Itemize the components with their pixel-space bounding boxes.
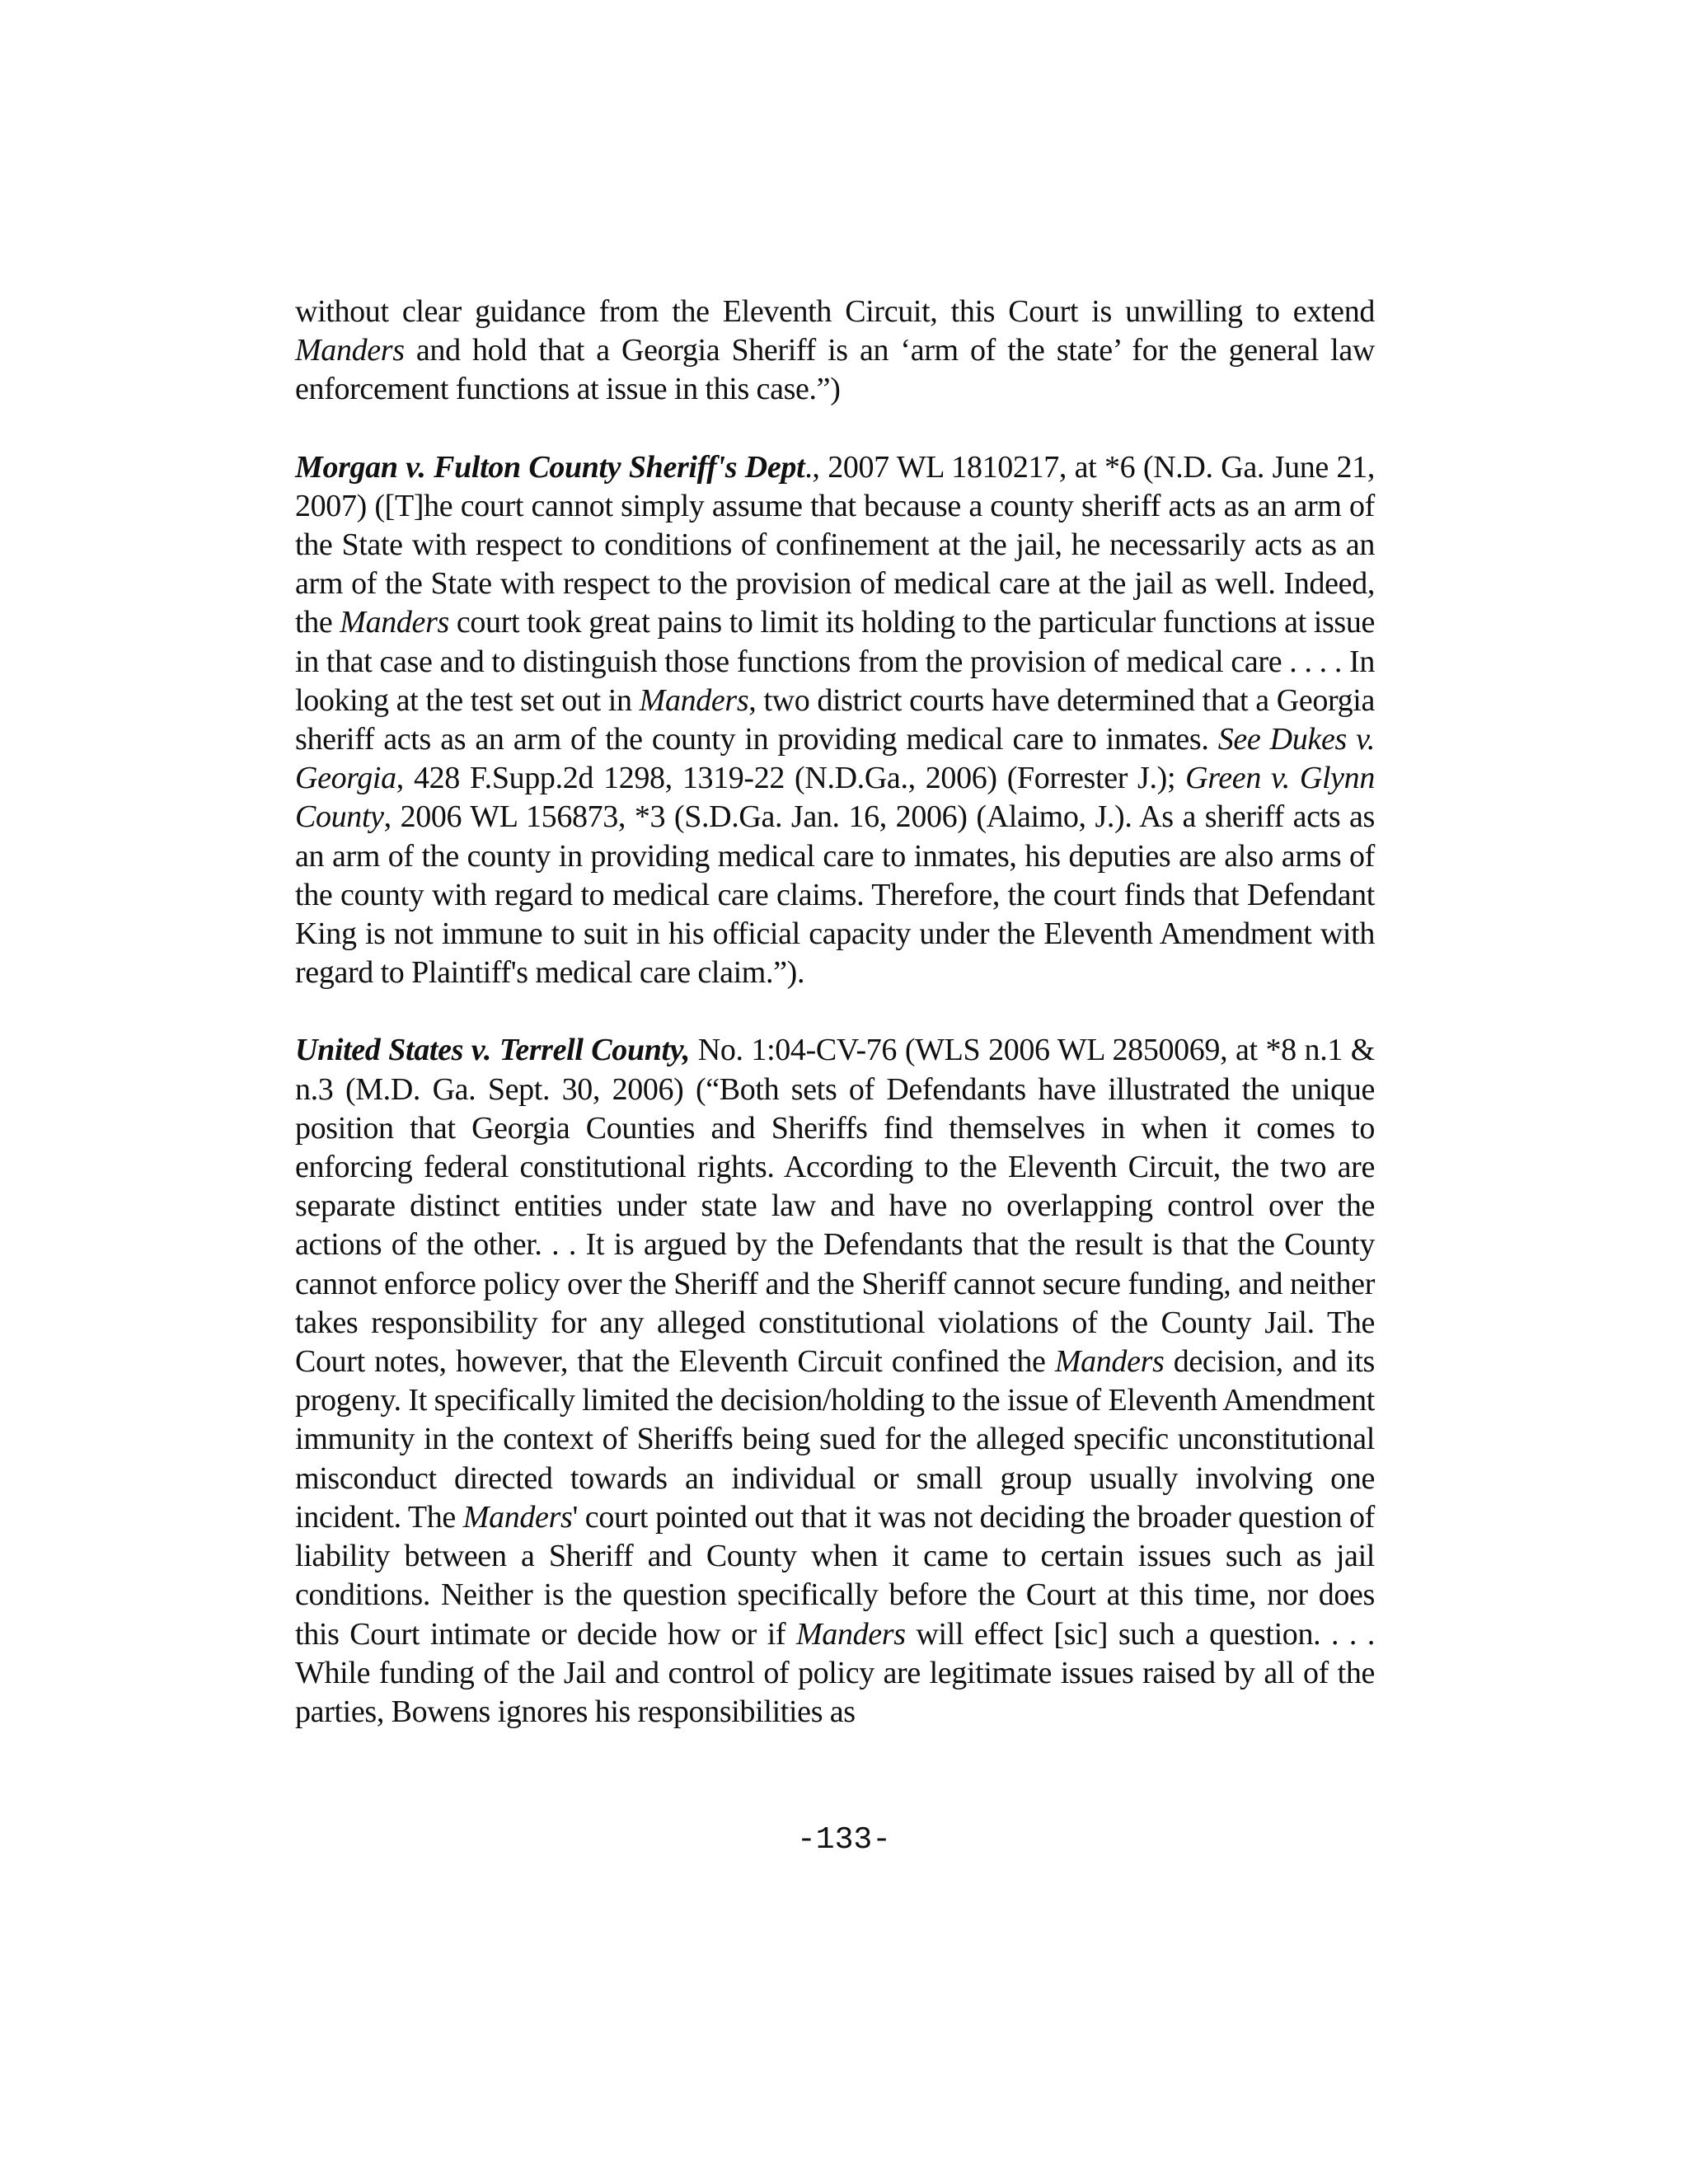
text-segment: will effect [sic] such a question. . . . While funding of the Jail and control of policy are legitimate issues raised by all of the parties, Bowens ignores his responsibilities as <box>295 1616 1375 1729</box>
text-segment: , 2006 WL 156873, *3 (S.D.Ga. Jan. 16, 2006) (Alaimo, J.). As a sheriff acts as an arm of the county in providing medical care to inmates, his deputies are also arms of the county with regard to medical care claims. Therefore, the court finds that Defendant King is not immune to suit in his official capacity under the Eleventh Amendment with regard to Plaintiff's medical care claim.”). <box>295 799 1375 991</box>
case-reference-manders: Manders <box>639 682 749 718</box>
paragraph-morgan-v-fulton <box>295 448 1375 993</box>
text-segment: court took great pains to limit its holding to the particular functions at issue in that case and to distinguish those functions from the provision of medical care . . . . In looking at the test set out in <box>295 605 1375 718</box>
text-segment: , 428 F.Supp.2d 1298, 1319-22 (N.D.Ga., 2006) (Forrester J.); <box>396 761 1186 796</box>
paragraph-us-v-terrell <box>295 1031 1375 1732</box>
text-segment: ' court pointed out that it was not deciding the broader question of liability between a Sheriff and County when it came to certain issues such as jail conditions. Neither is the question specifically before the Court at this time, nor does this Court intimate or decide how or if <box>295 1499 1375 1652</box>
text-segment: decision, and its progeny. It specifically limited the decision/holding to the issue of Eleventh Amendment immunity in the context of Sheriffs being sued for the alleged specific unconstitutional misconduct directed towards an individual or small group usually involving one incident. The <box>295 1344 1375 1535</box>
page-number: -133- <box>796 1822 892 1858</box>
case-reference-manders: Manders <box>340 605 449 640</box>
case-name-terrell: United States v. Terrell County, <box>295 1033 690 1068</box>
case-reference-manders: Manders <box>295 333 405 368</box>
text-segment: , two district courts have determined that a Georgia sheriff acts as an arm of the county in providing medical care to inmates. <box>295 682 1375 757</box>
case-reference-dukes: See Dukes v. Georgia <box>295 722 1375 796</box>
case-reference-manders: Manders <box>1054 1344 1165 1380</box>
text-segment: ., 2007 WL 1810217, at *6 (N.D. Ga. June 21, 2007) ([T]he court cannot simply assume that because a county sheriff acts as an arm of the State with respect to conditions of confinement at the jail, he necessarily acts as an arm of the State with respect to the provision of medical care at the jail as well. Indeed, the <box>295 449 1375 640</box>
body-text <box>295 293 1375 1732</box>
paragraph-manders-continuation <box>295 293 1375 410</box>
text-segment: and hold that a Georgia Sheriff is an ‘arm of the state’ for the general law enforcement functions at issue in this case.”) <box>295 333 1375 407</box>
case-reference-manders: Manders <box>795 1616 906 1652</box>
case-name-morgan: Morgan v. Fulton County Sheriff's Dept <box>295 449 805 485</box>
text-segment: No. 1:04-CV-76 (WLS 2006 WL 2850069, at *8 n.1 & n.3 (M.D. Ga. Sept. 30, 2006) (“Both sets of Defendants have illustrated the unique position that Georgia Counties and Sheriffs find themselves in when it comes to enforcing federal constitutional rights. According to the Eleventh Circuit, the two are separate distinct entities under state law and have no overlapping control over the actions of the other. . . It is argued by the Defendants that the result is that the County cannot enforce policy over the Sheriff and the Sheriff cannot secure funding, and neither takes responsibility for any alleged constitutional violations of the County Jail. The Court notes, however, that the Eleventh Circuit confined the <box>295 1033 1375 1380</box>
text-segment: without clear guidance from the Eleventh Circuit, this Court is unwilling to extend <box>295 294 1375 329</box>
case-reference-green: Green v. Glynn County <box>295 761 1375 835</box>
case-reference-manders: Manders <box>462 1499 573 1535</box>
